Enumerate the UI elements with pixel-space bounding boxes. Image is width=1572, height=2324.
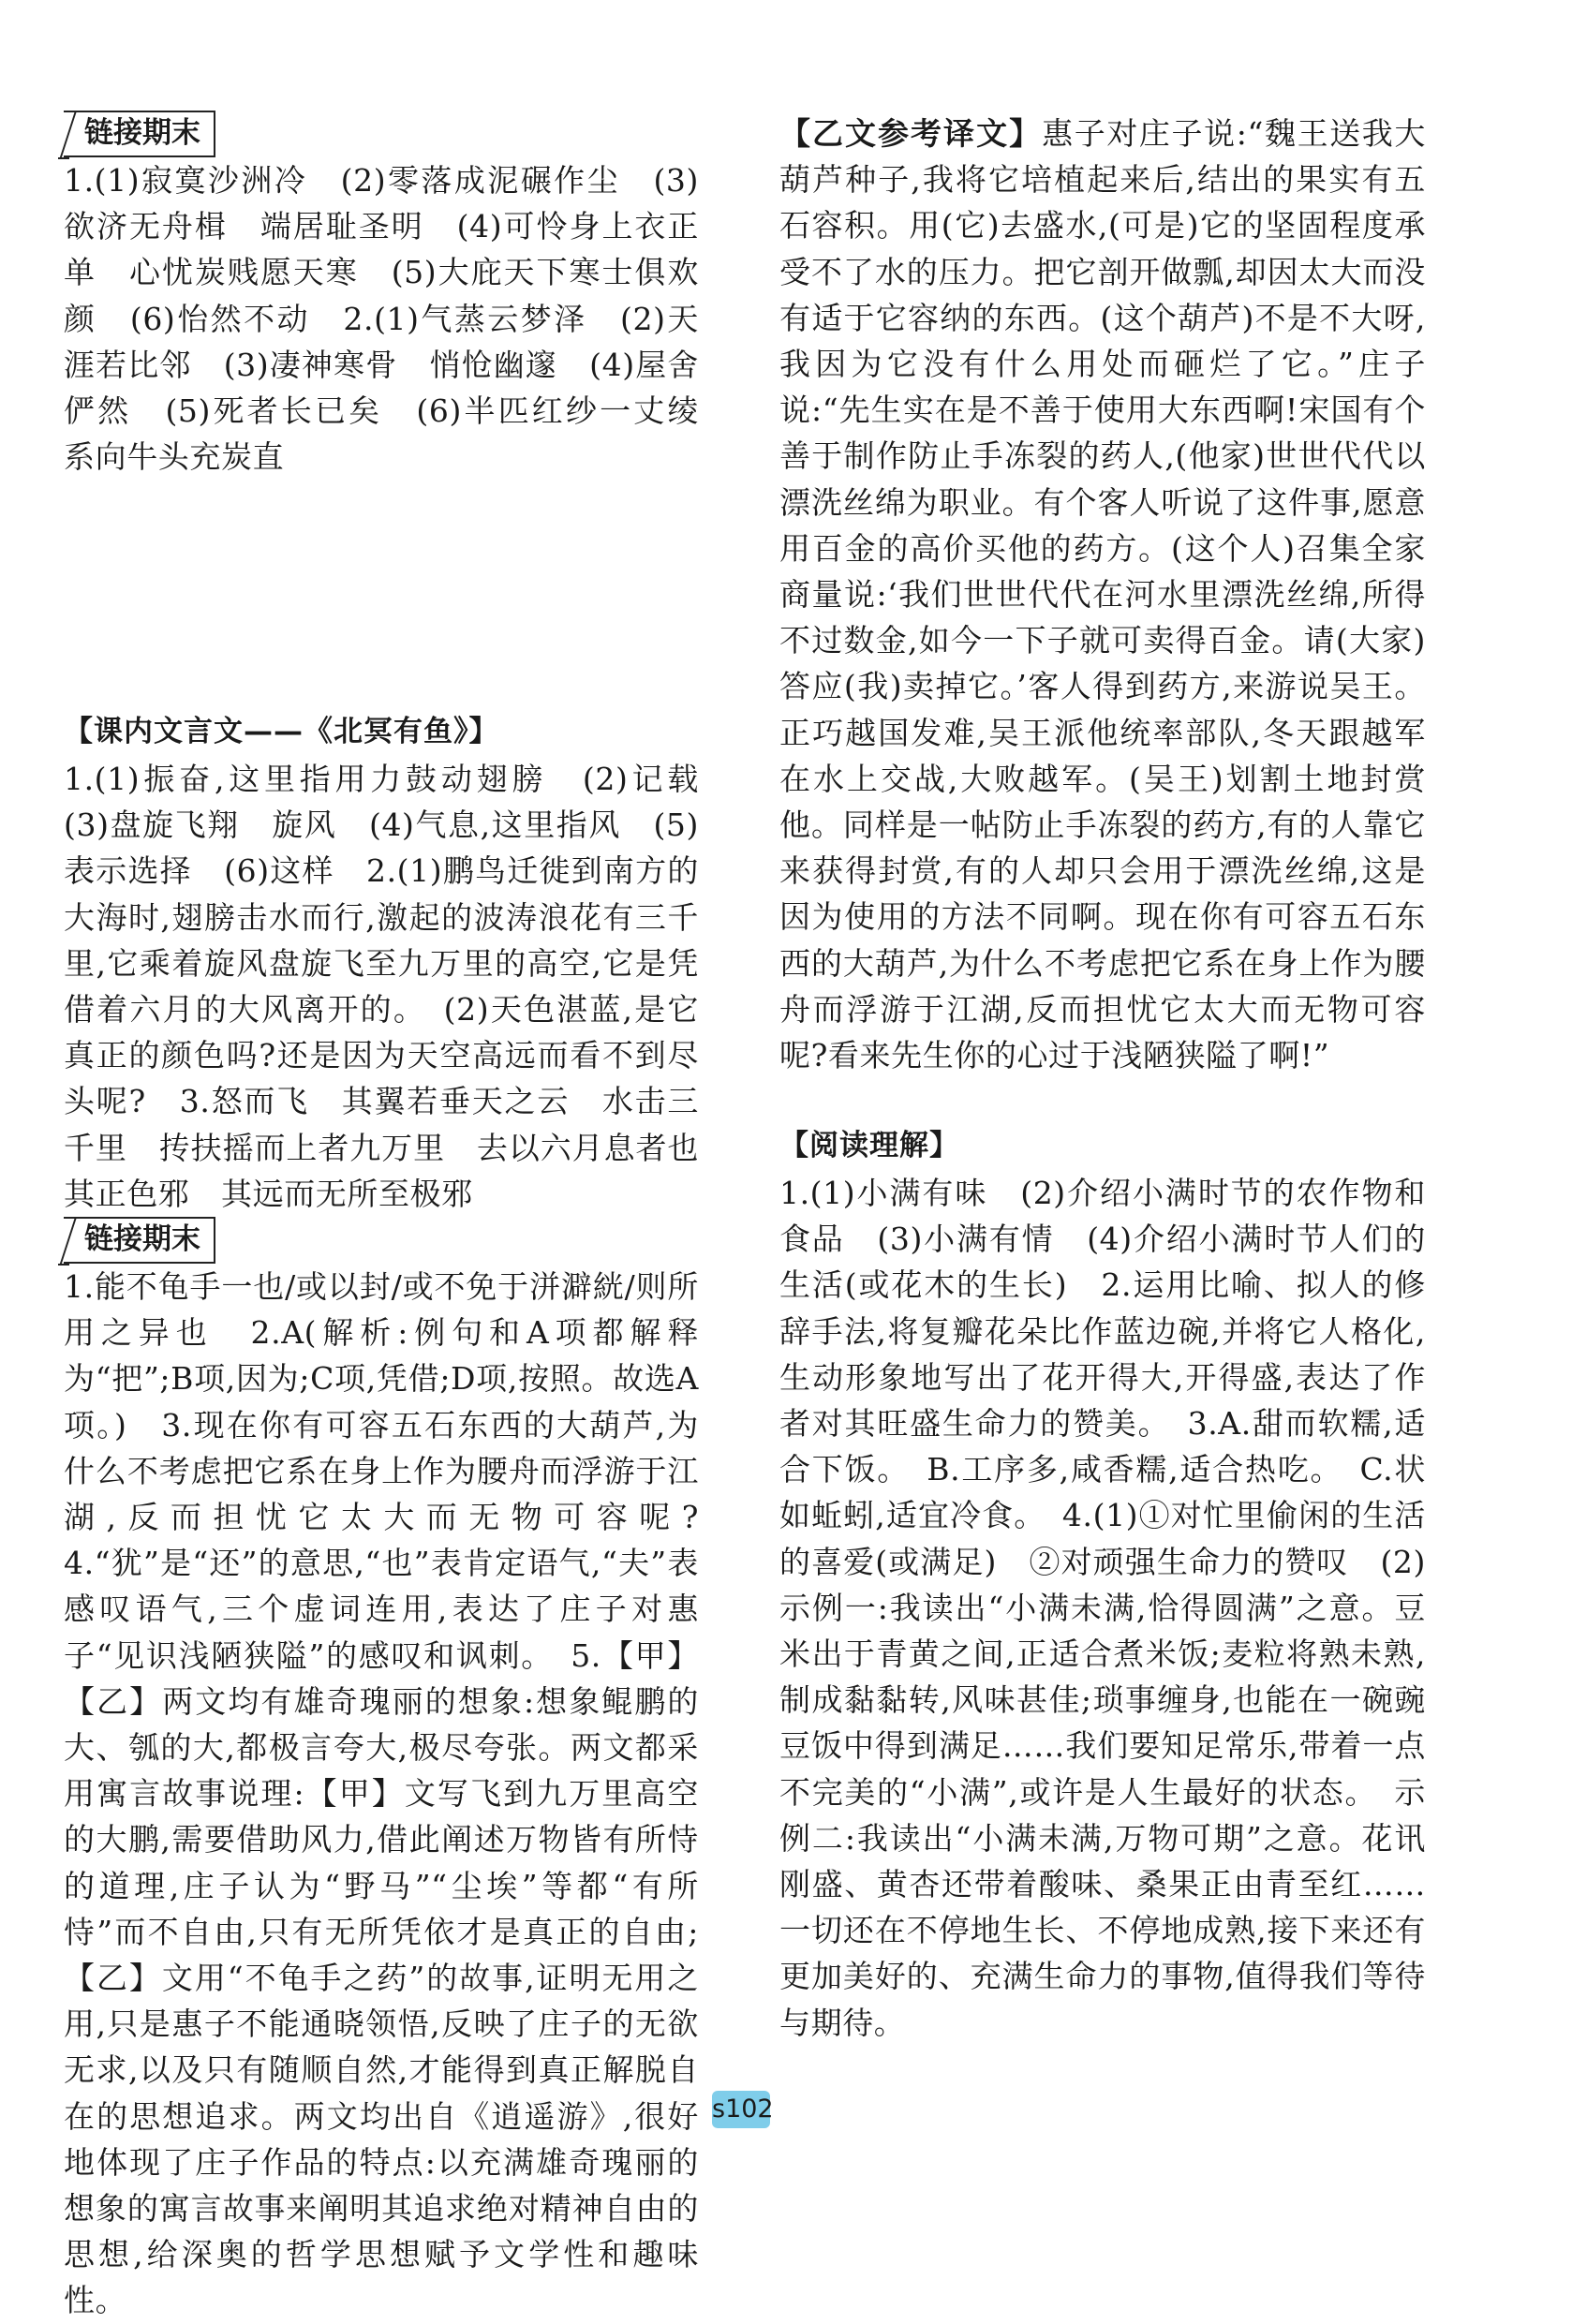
section-header-reading: 【阅读理解】 xyxy=(779,1129,959,1162)
section-header-link-final-1: 链接期末 xyxy=(64,111,215,157)
translation-block xyxy=(779,111,1426,1125)
page-number: s102 xyxy=(712,2091,770,2128)
answers-block-link-final: 1.能不龟手一也/或以封/或不免于洴澼絖/则所用之异也 2.A(解析:例句和A项都解释为“把”;B项,因为;C项,凭借;D项,按照。故选A项。) 3.现在你有可容五石东西的大葫芦,为什么不考虑把它系在身上作为腰舟而浮游于江湖,反而担忧它太大而无物可容呢? 4.“犹”是“还”的意思,“也”表肯定语气,“夫”表感叹语气,三个虚词连用,表达了庄子对惠子“见识浅陋狭隘”的感叹和讽刺。 5.【甲】【乙】两文均有雄奇瑰丽的想象:想象鲲鹏的大、瓠的大,都极言夸大,极尽夸张。两文都采用寓言故事说理:【甲】文写飞到九万里高空的大鹏,需要借助风力,借此阐述万物皆有所恃的道理,庄子认为“野马”“尘埃”等都“有所恃”而不自由,只有无所凭依才是真正的自由;【乙】文用“不龟手之药”的故事,证明无用之用,只是惠子不能通晓领悟,反映了庄子的无欲无求,以及只有随顺自然,才能得到真正解脱自在的思想追求。两文均出自《逍遥游》,很好地体现了庄子作品的特点:以充满雄奇瑰丽的想象的寓言故事来阐明其追求绝对精神自由的思想,给深奥的哲学思想赋予文学性和趣味性。 xyxy=(64,1268,731,2319)
section-header-translation: 【乙文参考译文】 xyxy=(779,115,1043,152)
answers-block-1: 1.(1)寂寞沙洲冷 (2)零落成泥碾作尘 (3)欲济无舟楫 端居耻圣明 (4)可怜身上衣正单 心忧炭贱愿天寒 (5)大庇天下寒士俱欢颜 (6)怡然不动 2.(1)气蒸云梦泽 (2)天涯若比邻 (3)凄神寒骨 悄怆幽邃 (4)屋舍俨然 (5)死者长已矣 (6)半匹红纱一丈绫 系向牛头充炭直 xyxy=(64,162,731,476)
section-header-wrap xyxy=(64,111,699,157)
right-column xyxy=(779,111,1426,2092)
answers-block-reading: 1.(1)小满有味 (2)介绍小满时节的农作物和食品 (3)小满有情 (4)介绍小满时节人们的生活(或花木的生长) 2.运用比喻、拟人的修辞手法,将复瓣花朵比作蓝边碗,并将它人格化,生动形象地写出了花开得大,开得盛,表达了作者对其旺盛生命力的赞美。 3.A.甜而软糯,适合下饭。 B.工序多,咸香糯,适合热吃。 C.状如蚯蚓,适宜冷食。 4.(1)①对忙里偷闲的生活的喜爱(或满足) ②对顽强生命力的赞叹 (2)示例一:我读出“小满未满,恰得圆满”之意。豆米出于青黄之间,正适合煮米饭;麦粒将熟未熟,制成黏黏转,风味甚佳;琐事缠身,也能在一碗豌豆饭中得到满足……我们要知足常乐,带着一点不完美的“小满”,或许是人生最好的状态。 示例二:我读出“小满未满,万物可期”之意。花讯刚盛、黄杏还带着酸味、桑果正由青至红……一切还在不停地生长、不停地成熟,接下来还有更加美好的、充满生命力的事物,值得我们等待与期待。 xyxy=(779,1175,1426,2041)
section-header-wrap xyxy=(64,1217,699,1264)
section-header-beiming: 【课内文言文——《北冥有鱼》】 xyxy=(64,715,499,748)
answers-block-beiming: 1.(1)振奋,这里指用力鼓动翅膀 (2)记载 (3)盘旋飞翔 旋风 (4)气息,这里指风 (5)表示选择 (6)这样 2.(1)鹏鸟迁徙到南方的大海时,翅膀击水而行,激起的波涛浪花有三千里,它乘着旋风盘旋飞至九万里的高空,它是凭借着六月的大风离开的。 (2)天色湛蓝,是它真正的颜色吗?还是因为天空高远而看不到尽头呢? 3.怒而飞 其翼若垂天之云 水击三千里 抟扶摇而上者九万里 去以六月息者也 其正色邪 其远而无所至极邪 xyxy=(64,761,731,1212)
left-column xyxy=(64,111,731,2319)
translation-text: 惠子对庄子说:“魏王送我大葫芦种子,我将它培植起来后,结出的果实有五石容积。用(它)去盛水,(可是)它的坚固程度承受不了水的压力。把它剖开做瓢,却因太大而没有适于它容纳的东西。(这个葫芦)不是不大呀,我因为它没有什么用处而砸烂了它。”庄子说:“先生实在是不善于使用大东西啊!宋国有个善于制作防止手冻裂的药人,(他家)世世代代以漂洗丝绵为职业。有个客人听说了这件事,愿意用百金的高价买他的药方。(这个人)召集全家商量说:‘我们世世代代在河水里漂洗丝绵,所得不过数金,如今一下子就可卖得百金。请(大家)答应(我)卖掉它。’客人得到药方,来游说吴王。正巧越国发难,吴王派他统率部队,冬天跟越军在水上交战,大败越军。(吴王)划割土地封赏他。同样是一帖防止手冻裂的药方,有的人靠它来获得封赏,有的人却只会用于漂洗丝绵,这是因为使用的方法不同啊。现在你有可容五石东西的大葫芦,为什么不考虑把它系在身上作为腰舟而浮游于江湖,反而担忧它太大而无物可容呢?看来先生你的心过于浅陋狭隘了啊!” xyxy=(779,115,1427,1074)
section-header-link-final-2: 链接期末 xyxy=(64,1217,215,1264)
